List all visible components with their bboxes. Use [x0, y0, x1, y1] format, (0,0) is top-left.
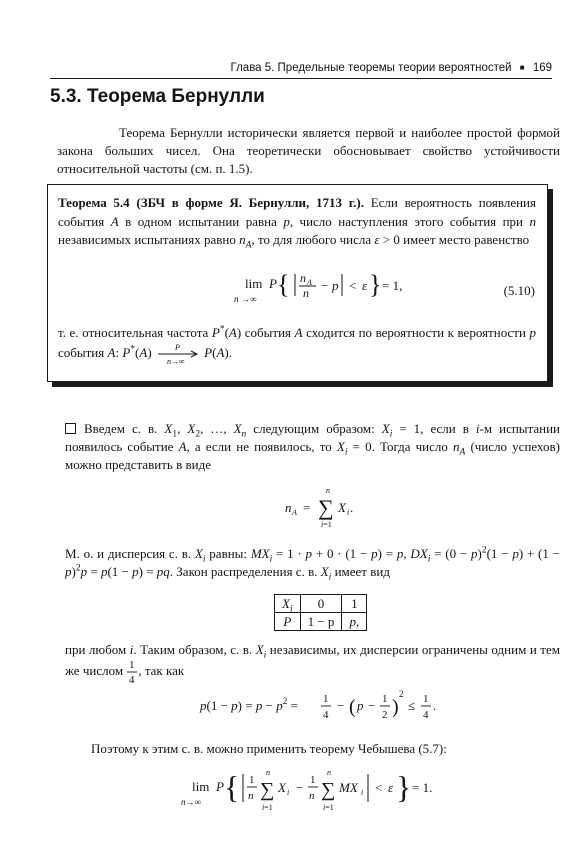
svg-text:}: }: [369, 271, 382, 299]
svg-text:n: n: [309, 790, 315, 802]
svg-text:.: .: [350, 500, 354, 515]
svg-text:n→∞: n→∞: [166, 357, 185, 365]
proof-paragraph-2: М. о. и дисперсия с. в. $X_i$ равны: $MX_i = 1 \cdot p + 0 \cdot (1 - p) = p$, $DX_i = (0 - p)^2(1 - p) + (1 - p)^2p = p(1 - p)$ = pq. Закон распределения с. в. $X_i$ имеет вид: [65, 545, 561, 583]
svg-text:4: 4: [129, 674, 135, 685]
bound-formula: [185, 684, 465, 733]
variance-bound-formula: [185, 684, 465, 728]
svg-text:n: n: [266, 768, 270, 777]
n-a-sum-formula: [270, 484, 380, 534]
proof-start-square-icon: [65, 423, 76, 434]
svg-text:i: i: [347, 508, 350, 517]
svg-text:<: <: [349, 278, 357, 293]
table-cell: 1: [342, 595, 367, 613]
svg-text:1: 1: [129, 659, 135, 671]
svg-text:n: n: [300, 271, 306, 285]
svg-text:.: .: [433, 698, 437, 713]
svg-text:(: (: [349, 696, 356, 718]
table-cell: $X_i$: [275, 595, 301, 613]
page-number: 169: [532, 62, 552, 74]
svg-text:1: 1: [310, 774, 316, 786]
svg-text:p(1 − p) = p − p2 =: $p(1 - p) = p - p^2$ =: [200, 696, 298, 713]
table-cell: 0: [300, 595, 342, 613]
svg-text:i: i: [361, 788, 364, 797]
svg-text:{: {: [224, 769, 240, 805]
svg-text:X: X: [338, 500, 346, 515]
svg-text:A: A: [307, 278, 312, 287]
distribution-table: [274, 594, 367, 631]
svg-text:ε: ε: [362, 278, 368, 293]
svg-text:): ): [392, 696, 399, 718]
table-row: [275, 613, 367, 631]
running-head: [50, 62, 552, 74]
svg-text:1: 1: [249, 774, 255, 786]
svg-text:p: p: [357, 698, 364, 713]
svg-text:= 1.: = 1.: [412, 780, 433, 795]
theorem-heading: Теорема 5.4 (ЗБЧ в форме Я. Бернулли, 1713 г.).: [58, 195, 364, 210]
convergence-in-probability-arrow: [155, 343, 201, 365]
theorem-formula: [48, 271, 547, 311]
svg-text:n→∞: n→∞: [181, 797, 201, 807]
svg-text:4: 4: [423, 709, 429, 721]
chebyshev-limit-formula: [180, 764, 480, 820]
svg-text:n: n: [248, 790, 254, 802]
svg-text:= 1,: = 1,: [382, 278, 403, 293]
svg-text:1: 1: [382, 693, 388, 705]
svg-text:n: n: [303, 286, 309, 300]
svg-text:n: n: [285, 500, 292, 515]
svg-text:{: {: [277, 271, 290, 299]
proof-paragraph-3: при любом i. Таким образом, с. в. $X_i$ независимы, их дисперсии ограничены одним и тем же числом 1 4 , так как: [65, 642, 560, 685]
svg-text:4: 4: [323, 709, 329, 721]
svg-text:→∞: →∞: [241, 294, 257, 304]
equation-number: (5.10): [503, 283, 535, 298]
svg-text:MX: MX: [339, 780, 358, 795]
svg-text:−: −: [368, 698, 376, 713]
svg-text:∑: ∑: [318, 495, 334, 520]
sum-formula: [270, 484, 380, 539]
svg-text:=: =: [303, 500, 311, 515]
running-head-chapter: Глава 5. Предельные теоремы теории вероятностей: [230, 62, 512, 74]
svg-text:n: n: [327, 768, 331, 777]
svg-text:1: 1: [323, 693, 329, 705]
svg-text:−: −: [337, 698, 345, 713]
proof-paragraph-1: Введем с. в. $X_1$, $X_2$, …, $X_n$ следующим образом: $X_i = 1$, если в i-м испытании появилось событие A, а если не появилось, то $X_i = 0$. Тогда число $n_A$ (число успехов) можно представить в виде: [65, 421, 561, 472]
theorem-conclusion: т. е. относительная частота P*(A) события A сходится по вероятности к вероятности p события A: P*(A) P n→∞ P(A).: [58, 324, 536, 365]
svg-text:P: P: [174, 343, 180, 352]
svg-text:i: i: [287, 788, 290, 797]
svg-text:i=1: i=1: [323, 803, 334, 812]
svg-text:−: −: [321, 278, 329, 293]
svg-text:}: }: [396, 769, 412, 805]
table-cell: p,: [342, 613, 367, 631]
svg-text:lim: lim: [245, 276, 263, 291]
svg-text:∑: ∑: [321, 779, 336, 801]
running-head-separator: ■: [519, 63, 525, 72]
svg-text:i=1: i=1: [262, 803, 273, 812]
table-cell: 1 − p: [300, 613, 342, 631]
intro-paragraph: Теорема Бернулли исторически является первой и наиболее простой формой закона больших чисел. Она теоретически обосновывает свойство устойчивости относительной частоты (см. п. 1.5).: [57, 125, 560, 176]
bernoulli-limit-formula: [48, 271, 547, 311]
svg-text:X: X: [278, 780, 286, 795]
svg-text:p: p: [332, 278, 339, 293]
svg-text:≤: ≤: [408, 698, 416, 713]
svg-text:−: −: [296, 780, 304, 795]
one-quarter-fraction: [126, 659, 138, 685]
svg-text:<: <: [375, 780, 383, 795]
theorem-box: [47, 184, 548, 382]
svg-text:P: P: [269, 276, 277, 291]
svg-text:i=1: i=1: [321, 520, 332, 529]
svg-text:n: n: [326, 486, 330, 495]
svg-text:ε: ε: [388, 780, 394, 795]
table-row: [275, 595, 367, 613]
svg-text:2: 2: [382, 709, 388, 721]
svg-text:1: 1: [423, 693, 429, 705]
theorem-statement: Теорема 5.4 (ЗБЧ в форме Я. Бернулли, 1713 г.). Если вероятность появления события A в одном испытании равна p, число наступления этого события при n независимых испытаниях равно $n_A$, то для любого числа ε > 0 имеет место равенство: [58, 195, 536, 251]
chebyshev-formula: [180, 764, 480, 825]
table-cell: P: [275, 613, 301, 631]
svg-text:∑: ∑: [260, 779, 275, 801]
svg-text:n: n: [234, 294, 239, 304]
svg-text:P: P: [216, 779, 224, 794]
svg-text:A: A: [292, 508, 297, 517]
section-title: 5.3. Теорема Бернулли: [50, 86, 265, 107]
svg-text:2: 2: [399, 689, 404, 699]
header-rule: [50, 78, 552, 79]
svg-text:lim: lim: [192, 779, 210, 794]
proof-paragraph-4: Поэтому к этим с. в. можно применить теорему Чебышева (5.7):: [91, 741, 447, 756]
